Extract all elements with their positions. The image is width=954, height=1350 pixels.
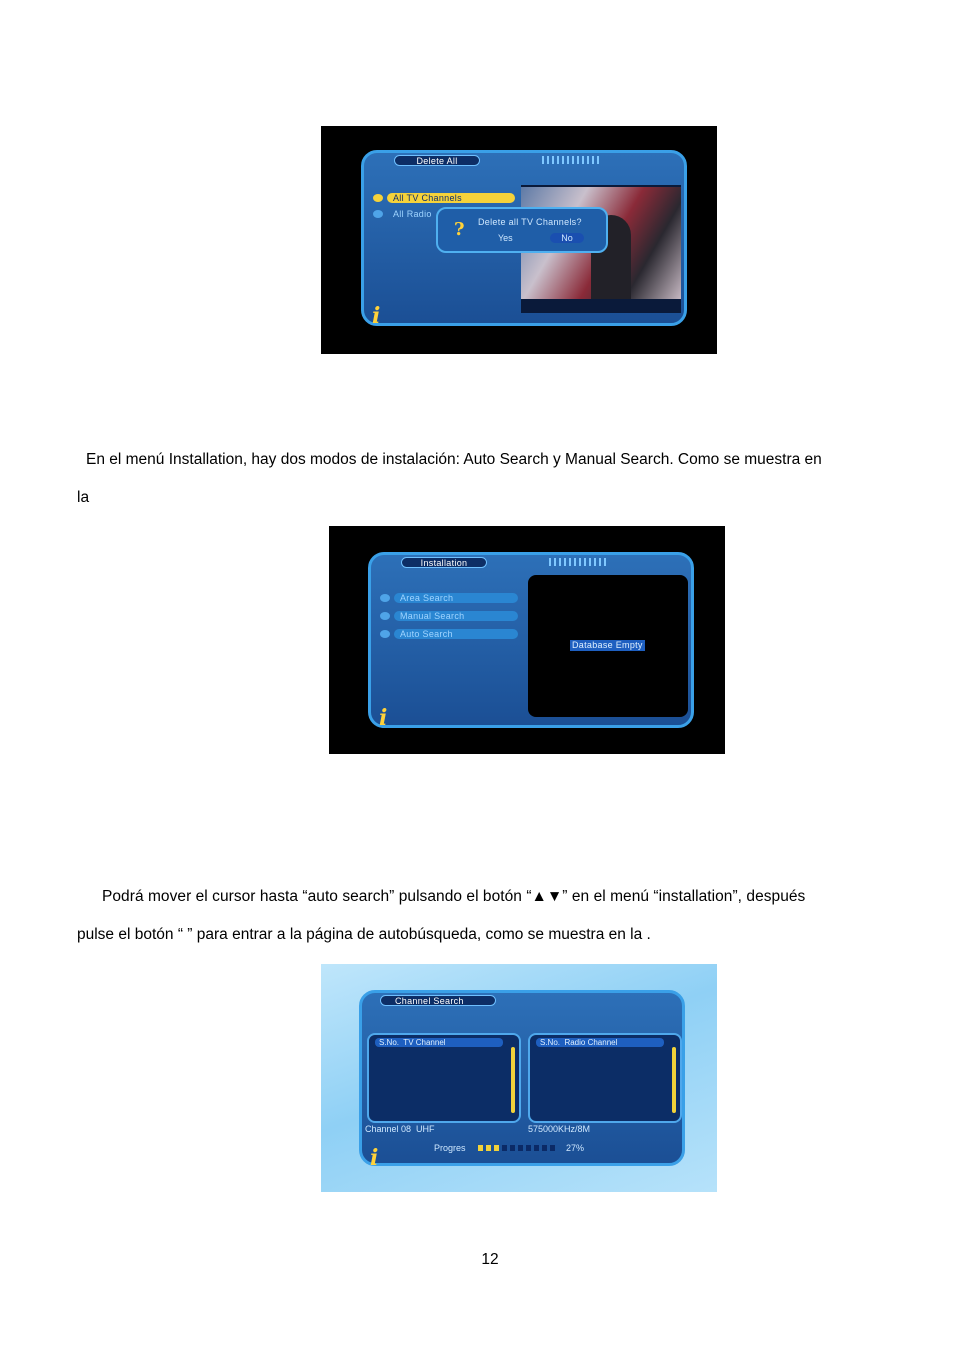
bullet-icon [373,210,383,218]
menu-item-manual-search[interactable]: Manual Search [394,611,518,621]
signal-ticks [549,558,609,566]
paragraph-line: En el menú Installation, hay dos modos de instalación: Auto Search y Manual Search. Como se muestra en [86,451,822,468]
bullet-icon [380,630,390,638]
tv-list-header: S.No. TV Channel [375,1038,503,1047]
osd-panel [368,552,694,731]
menu-item-auto-search[interactable]: Auto Search [394,629,518,639]
signal-ticks [542,156,602,164]
screenshot-installation [329,526,725,754]
menu-title: Delete All [394,155,480,166]
menu-item-all-tv-channels[interactable]: All TV Channels [387,193,515,203]
progress-fill [478,1145,500,1151]
paragraph-line: la [77,489,90,506]
bullet-icon [380,594,390,602]
menu-item-area-search[interactable]: Area Search [394,593,518,603]
screenshot-delete-all [321,126,717,354]
tv-list-scrollbar[interactable] [511,1047,515,1113]
progress-bar [478,1145,558,1151]
bullet-icon [373,194,383,202]
menu-item-all-radio[interactable]: All Radio [393,209,432,219]
menu-title: Installation [401,557,487,568]
paragraph-line: pulse el botón “ ” para entrar a la página de autobúsqueda, como se muestra en la . [77,926,651,943]
tv-channel-list [367,1033,521,1123]
radio-channel-list [528,1033,682,1123]
info-icon: i [372,303,381,329]
page-number: 12 [481,1251,499,1268]
info-icon: i [370,1145,379,1171]
dialog-question: Delete all TV Channels? [478,217,582,227]
paragraph-line: Podrá mover el cursor hasta “auto search” pulsando el botón “▲▼” en el menú “installation”, después [102,888,806,905]
preview-window [528,575,688,717]
menu-title: Channel Search [380,995,496,1006]
osd-panel [359,990,685,1171]
channel-info: Channel 08 UHF [365,1124,435,1134]
bullet-icon [380,612,390,620]
progress-percent: 27% [566,1143,585,1153]
osd-panel [361,150,687,329]
dialog-no-button[interactable]: No [550,233,584,243]
screenshot-channel-search [321,964,717,1192]
radio-list-header: S.No. Radio Channel [536,1038,664,1047]
progress-label: Progres [434,1143,466,1153]
question-icon: ? [454,219,465,240]
radio-list-scrollbar[interactable] [672,1047,676,1113]
frequency-info: 575000KHz/8M [528,1124,591,1134]
info-icon: i [379,705,388,731]
confirm-dialog [436,207,608,253]
dialog-yes-button[interactable]: Yes [498,233,513,243]
database-status: Database Empty [572,640,643,650]
